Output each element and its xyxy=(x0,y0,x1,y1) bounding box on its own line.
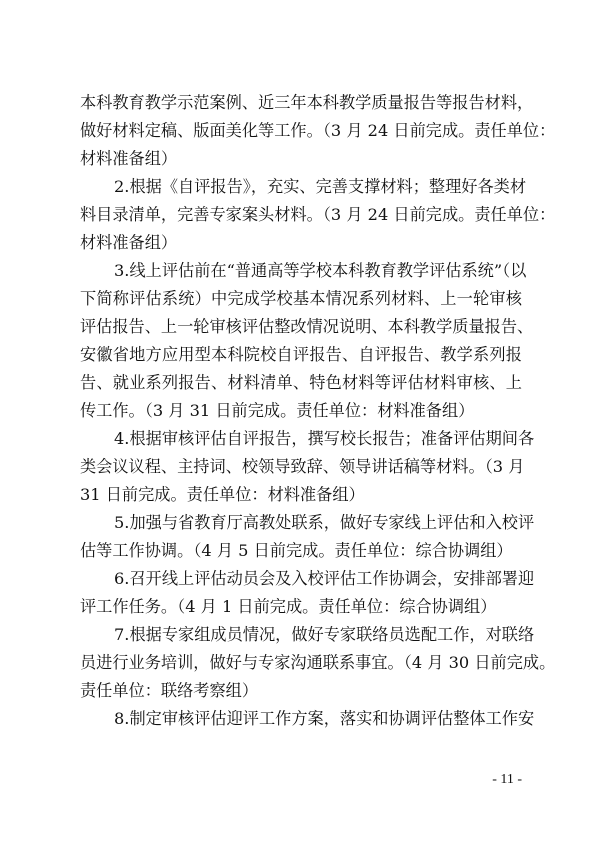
text-line: 3.线上评估前在“普通高等学校本科教育教学评估系统”（以 xyxy=(114,261,527,280)
document-body xyxy=(80,89,556,733)
text-line: 本科教育教学示范案例、近三年本科教学质量报告等报告材料， xyxy=(80,93,534,112)
text-line: 评估报告、上一轮审核评估整改情况说明、本科教学质量报告、 xyxy=(80,317,534,336)
text-line: 员进行业务培训，做好与专家沟通联系事宜。（4 月 30 日前完成。 xyxy=(80,653,556,672)
text-line: 材料准备组） xyxy=(80,233,178,252)
text-line: 传工作。（3 月 31 日前完成。责任单位：材料准备组） xyxy=(80,401,475,420)
text-line: 材料准备组） xyxy=(80,149,178,168)
text-line: 31 日前完成。责任单位：材料准备组） xyxy=(80,485,365,504)
text-line: 4.根据审核评估自评报告，撰写校长报告；准备评估期间各 xyxy=(114,429,535,448)
text-line: 5.加强与省教育厅高教处联系，做好专家线上评估和入校评 xyxy=(114,513,535,532)
page-number: - 11 - xyxy=(492,772,522,787)
text-line: 评工作任务。（4 月 1 日前完成。责任单位：综合协调组） xyxy=(80,597,497,616)
text-line: 告、就业系列报告、材料清单、特色材料等评估材料审核、上 xyxy=(80,373,522,392)
text-line: 7.根据专家组成员情况，做好专家联络员选配工作，对联络 xyxy=(114,625,535,644)
text-line: 责任单位：联络考察组） xyxy=(80,681,259,700)
text-line: 类会议议程、主持词、校领导致辞、领导讲话稿等材料。（3 月 xyxy=(80,457,525,476)
text-line: 料目录清单，完善专家案头材料。（3 月 24 日前完成。责任单位： xyxy=(80,205,556,224)
text-line: 下简称评估系统）中完成学校基本情况系列材料、上一轮审核 xyxy=(80,289,522,308)
text-line: 6.召开线上评估动员会及入校评估工作协调会，安排部署迎 xyxy=(114,569,535,588)
text-line: 估等工作协调。（4 月 5 日前完成。责任单位：综合协调组） xyxy=(80,541,513,560)
text-line: 8.制定审核评估迎评工作方案，落实和协调评估整体工作安 xyxy=(114,709,535,728)
text-line: 2.根据《自评报告》，充实、完善支撑材料；整理好各类材 xyxy=(114,177,527,196)
text-line: 安徽省地方应用型本科院校自评报告、自评报告、教学系列报 xyxy=(80,345,522,364)
text-line: 做好材料定稿、版面美化等工作。（3 月 24 日前完成。责任单位： xyxy=(80,121,556,140)
